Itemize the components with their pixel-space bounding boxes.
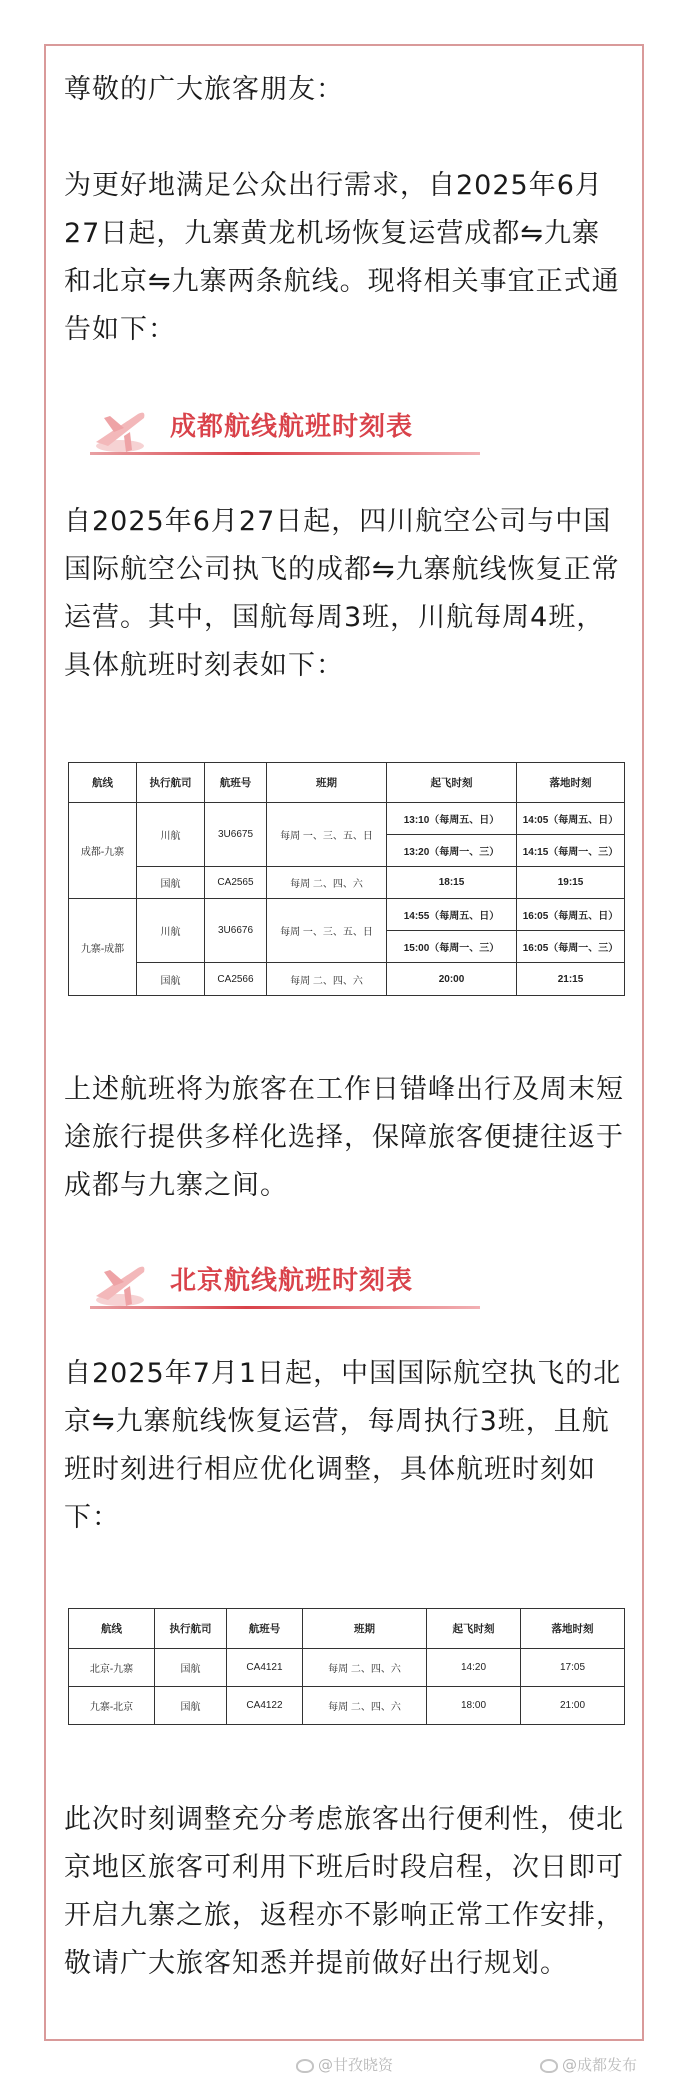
watermark: @成都发布 [540,2054,637,2075]
airline-cell: 川航 [137,899,205,963]
airline-cell: 国航 [137,867,205,899]
table-header: 执行航司 [155,1609,227,1649]
table-header: 航线 [69,1609,155,1649]
departure-cell: 13:20（每周一、三） [387,835,517,867]
arrival-cell: 21:00 [521,1687,625,1725]
schedule-cell: 每周 二、四、六 [303,1687,427,1725]
arrival-cell: 14:05（每周五、日） [517,803,625,835]
table-header: 落地时刻 [521,1609,625,1649]
table-header: 班期 [303,1609,427,1649]
route-cell: 九寨-成都 [69,899,137,996]
airplane-icon [90,1256,150,1312]
beijing-paragraph: 自2025年7月1日起，中国国际航空执飞的北京⇋九寨航线恢复运营，每周执行3班，且航班时刻进行相应优化调整，具体航班时刻如下： [64,1358,622,1533]
section-heading-chengdu [90,402,480,458]
route-cell: 九寨-北京 [69,1687,155,1725]
intro-paragraph: 为更好地满足公众出行需求，自2025年6月27日起，九寨黄龙机场恢复运营成都⇋九寨和北京⇋九寨两条航线。现将相关事宜正式通告如下： [64,170,620,345]
departure-cell: 18:15 [387,867,517,899]
arrival-cell: 17:05 [521,1649,625,1687]
flight-number-cell: CA4122 [227,1687,303,1725]
flight-number-cell: 3U6676 [205,899,267,963]
table-header: 起飞时刻 [427,1609,521,1649]
departure-cell: 18:00 [427,1687,521,1725]
departure-cell: 14:55（每周五、日） [387,899,517,931]
table-row [69,1687,625,1725]
title-underline [90,1306,480,1309]
departure-cell: 15:00（每周一、三） [387,931,517,963]
closing-paragraph: 此次时刻调整充分考虑旅客出行便利性，使北京地区旅客可利用下班后时段启程，次日即可开启九寨之旅，返程亦不影响正常工作安排，敬请广大旅客知悉并提前做好出行规划。 [64,1804,624,1979]
beijing-schedule-table [68,1608,625,1725]
title-underline [90,452,480,455]
flight-number-cell: CA4121 [227,1649,303,1687]
table-header: 航班号 [227,1609,303,1649]
airline-cell: 川航 [137,803,205,867]
flight-number-cell: CA2566 [205,963,267,996]
flight-number-cell: 3U6675 [205,803,267,867]
chengdu-schedule-table [68,762,625,996]
schedule-cell: 每周 二、四、六 [303,1649,427,1687]
table-header: 执行航司 [137,763,205,803]
schedule-cell: 每周 一、三、五、日 [267,899,387,963]
flight-number-cell: CA2565 [205,867,267,899]
route-cell: 北京-九寨 [69,1649,155,1687]
arrival-cell: 16:05（每周一、三） [517,931,625,963]
table-header: 起飞时刻 [387,763,517,803]
table-row [69,1649,625,1687]
weibo-logo-icon [296,2059,314,2073]
weibo-logo-icon [540,2059,558,2073]
airline-cell: 国航 [137,963,205,996]
departure-cell: 20:00 [387,963,517,996]
greeting: 尊敬的广大旅客朋友： [64,74,344,105]
table-header: 航线 [69,763,137,803]
table-header: 班期 [267,763,387,803]
airplane-icon [90,402,150,458]
schedule-cell: 每周 一、三、五、日 [267,803,387,867]
table-header: 落地时刻 [517,763,625,803]
airline-cell: 国航 [155,1687,227,1725]
section-title: 北京航线航班时刻表 [170,1266,414,1296]
table-header: 航班号 [205,763,267,803]
section-title: 成都航线航班时刻表 [170,412,414,442]
arrival-cell: 16:05（每周五、日） [517,899,625,931]
schedule-cell: 每周 二、四、六 [267,867,387,899]
arrival-cell: 14:15（每周一、三） [517,835,625,867]
arrival-cell: 19:15 [517,867,625,899]
chengdu-summary-paragraph: 上述航班将为旅客在工作日错峰出行及周末短途旅行提供多样化选择，保障旅客便捷往返于成都与九寨之间。 [64,1074,624,1201]
chengdu-paragraph: 自2025年6月27日起，四川航空公司与中国国际航空公司执飞的成都⇋九寨航线恢复正常运营。其中，国航每周3班，川航每周4班，具体航班时刻表如下： [64,506,620,681]
arrival-cell: 21:15 [517,963,625,996]
schedule-cell: 每周 二、四、六 [267,963,387,996]
watermark: @甘孜晓资 [296,2054,393,2075]
airline-cell: 国航 [155,1649,227,1687]
departure-cell: 13:10（每周五、日） [387,803,517,835]
route-cell: 成都-九寨 [69,803,137,899]
departure-cell: 14:20 [427,1649,521,1687]
section-heading-beijing [90,1256,480,1312]
